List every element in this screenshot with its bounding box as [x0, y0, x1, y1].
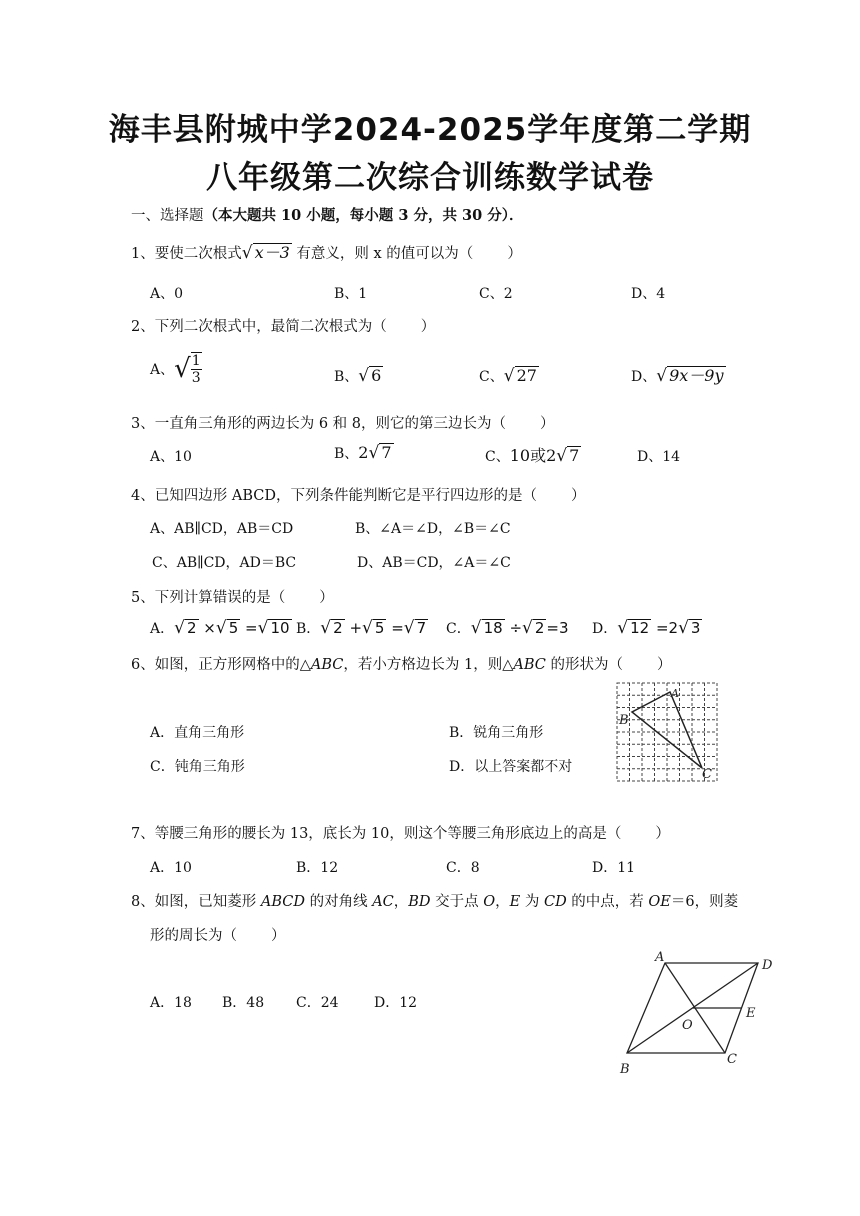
vertex-label-c: C — [702, 767, 712, 782]
question-text: 下列二次根式中，最简二次根式为（ — [154, 319, 387, 335]
radical-expression: 3 — [690, 619, 701, 637]
bracket-close: ） — [507, 246, 522, 262]
operator: × — [203, 619, 216, 637]
option-label: D、 — [637, 449, 663, 465]
bracket-close: ） — [570, 488, 586, 504]
option-value: 10或2 — [509, 446, 557, 465]
radical-expression: x－3 — [254, 243, 290, 262]
question-text: ，若小方格边长为 1，则△ — [343, 657, 514, 673]
question-4-stem — [131, 484, 585, 505]
radical-expression: 2 — [186, 619, 197, 637]
q4-option-a: A、AB∥CD，AB＝CD — [150, 521, 294, 537]
question-text: 如图，正方形网格中的△ — [154, 657, 311, 673]
radical-expression: 5 — [228, 619, 239, 637]
vertex-label-a: A — [655, 950, 665, 965]
q2-option-d: D、√ 9x－9y — [631, 366, 724, 386]
q1-option-a: A、0 — [150, 286, 184, 302]
q6-option-a: A．直角三角形 — [150, 725, 245, 741]
q2-option-c: C、√ 27 — [479, 366, 537, 386]
q7-option-c: C．8 — [446, 860, 480, 876]
q6-option-d: D．以上答案都不对 — [449, 759, 573, 775]
question-number: 1、 — [131, 246, 155, 262]
question-text: ， — [393, 894, 409, 910]
radical-expression: 12 — [630, 619, 650, 637]
question-text: 的形状为（ — [545, 657, 623, 673]
operator: = — [391, 619, 404, 637]
radical-expression: 27 — [516, 366, 537, 385]
q8-option-a: A．18 — [150, 995, 192, 1011]
q6-grid-figure — [614, 680, 720, 784]
option-value: 14 — [662, 449, 681, 465]
radical-expression: 9x－9y — [669, 366, 724, 385]
option-label: B、 — [334, 446, 359, 462]
operator: =2 — [655, 619, 679, 637]
q5-option-c: C．√ 18 ÷√ 2 =3 — [446, 618, 569, 638]
question-text: 有意义，则 x 的值可以为（ — [296, 246, 474, 262]
q1-option-c: C、2 — [479, 286, 513, 302]
question-number: 5、 — [131, 590, 155, 606]
option-label: A、 — [150, 449, 175, 465]
question-text: 形的周长为（ — [150, 928, 237, 944]
question-number: 4、 — [131, 488, 155, 504]
question-text: ＝6，则菱 — [670, 894, 739, 910]
math-symbol: OE — [648, 894, 671, 910]
exam-title-line1: 海丰县附城中学2024-2025学年度第二学期 — [108, 112, 752, 148]
math-symbol: AC — [372, 894, 394, 910]
question-number: 3 — [131, 416, 141, 432]
section-heading — [131, 204, 523, 225]
option-label: B、 — [334, 369, 359, 385]
question-text: 要使二次根式 — [154, 246, 242, 262]
vertex-label-b: B — [619, 713, 629, 728]
option-label: D． — [592, 621, 618, 637]
radical-expression: 7 — [569, 446, 580, 465]
q1-option-d: D、4 — [631, 286, 666, 302]
q2-option-a: A、√ $\frac{1}{3}$ — [150, 353, 201, 387]
math-symbol: O — [483, 894, 496, 910]
option-label: C、 — [485, 449, 510, 465]
question-text: 的对角线 — [304, 894, 373, 910]
vertex-label-d: D — [762, 958, 773, 973]
q7-option-a: A．10 — [150, 860, 192, 876]
q8-option-c: C．24 — [296, 995, 339, 1011]
option-label: D、 — [631, 369, 657, 385]
triangle-name: ABC — [513, 657, 546, 673]
section-label: 一、选择题 — [131, 208, 204, 224]
bracket-close: ） — [420, 319, 436, 335]
question-number: 8、 — [131, 894, 155, 910]
bracket-close: ） — [540, 416, 555, 432]
question-7-stem — [131, 822, 670, 843]
option-value: 10 — [174, 449, 192, 465]
question-8-stem — [131, 890, 738, 911]
radical-expression: 2 — [333, 619, 343, 637]
vertex-label-c: C — [727, 1052, 737, 1067]
q5-option-d: D．√ 12 =2√ 3 — [592, 618, 701, 638]
vertex-label-a: A — [671, 687, 679, 700]
operator: ÷ — [509, 619, 523, 637]
q3-option-a — [150, 446, 192, 466]
question-2-stem — [131, 315, 435, 336]
question-number: 6、 — [131, 657, 155, 673]
bracket-close: ） — [657, 657, 672, 673]
q3-option-b: B、2√ 7 — [334, 443, 392, 463]
q7-option-d: D．11 — [592, 860, 636, 876]
bracket-close: ） — [271, 928, 286, 944]
question-text: 已知四边形 ABCD，下列条件能判断它是平行四边形的是（ — [154, 488, 537, 504]
math-symbol: ABCD — [260, 894, 305, 910]
q4-option-b: B、∠A＝∠D，∠B＝∠C — [355, 521, 511, 537]
bracket-close: ） — [655, 826, 670, 842]
question-5-stem — [131, 586, 334, 607]
question-text: 、一直角三角形的两边长为 6 和 8，则它的第三边长为（ — [140, 416, 507, 432]
math-symbol: CD — [543, 894, 567, 910]
question-text: 为 — [520, 894, 544, 910]
exam-title-line2: 八年级第二次综合训练数学试卷 — [206, 160, 654, 196]
q6-option-c: C．钝角三角形 — [150, 759, 245, 775]
option-label: C． — [446, 621, 471, 637]
q6-option-b: B．锐角三角形 — [449, 725, 544, 741]
option-label: A、 — [150, 362, 175, 379]
option-label: A． — [150, 621, 175, 637]
question-1-stem: 1、要使二次根式√ x－3 有意义，则 x 的值可以为（ ） — [131, 243, 522, 263]
question-text: 的中点，若 — [566, 894, 649, 910]
option-label: B． — [296, 621, 321, 637]
q4-option-c: C、AB∥CD，AD＝BC — [152, 555, 297, 571]
q3-option-c: C、10或2√ 7 — [485, 446, 580, 466]
q3-option-d — [637, 446, 680, 466]
radical-expression: 2 — [534, 619, 545, 637]
section-description: （本大题共 10 小题，每小题 3 分，共 30 分）． — [203, 207, 524, 224]
bracket-close: ） — [319, 590, 334, 606]
vertex-label-e: E — [746, 1006, 756, 1021]
operator: =3 — [546, 619, 569, 637]
question-3-stem — [131, 412, 555, 433]
question-text: 下列计算错误的是（ — [154, 590, 286, 606]
radical-expression: 7 — [416, 619, 427, 637]
triangle-name: ABC — [310, 657, 344, 673]
q4-option-d: D、AB＝CD，∠A＝∠C — [357, 555, 511, 571]
operator: = — [245, 619, 258, 637]
math-symbol: BD — [408, 894, 431, 910]
q1-option-b: B、1 — [334, 286, 368, 302]
option-label: C、 — [479, 369, 504, 385]
vertex-label-o: O — [682, 1018, 693, 1033]
fraction-numerator: 1 — [191, 353, 201, 369]
fraction-denominator: 3 — [191, 370, 201, 387]
question-text: 交于点 — [430, 894, 484, 910]
question-6-stem — [131, 653, 672, 674]
math-symbol: E — [509, 894, 521, 910]
question-text: ， — [495, 894, 510, 910]
q7-option-b: B．12 — [296, 860, 339, 876]
q8-rhombus-figure — [615, 945, 780, 1080]
radical-expression: 18 — [483, 619, 503, 637]
q8-option-d: D．12 — [374, 995, 418, 1011]
radical-expression: 7 — [381, 443, 392, 462]
coefficient: 2 — [358, 443, 369, 462]
vertex-label-b: B — [620, 1062, 630, 1077]
q5-option-a: A．√ 2 ×√ 5 =√ 10 — [150, 618, 290, 638]
question-text: 如图，已知菱形 — [154, 894, 261, 910]
q8-option-b: B．48 — [222, 995, 265, 1011]
radical-expression: 10 — [270, 619, 290, 637]
question-8-stem-line2 — [150, 924, 286, 945]
question-text: 等腰三角形的腰长为 13，底长为 10，则这个等腰三角形底边上的高是（ — [154, 826, 622, 842]
question-number: 2、 — [131, 319, 155, 335]
radical-expression: 6 — [371, 366, 382, 385]
radical-expression: 5 — [374, 619, 385, 637]
q2-option-b: B、√ 6 — [334, 366, 382, 386]
operator: + — [349, 619, 363, 637]
question-number: 7、 — [131, 826, 155, 842]
q5-option-b: B．√ 2 +√ 5 =√ 7 — [296, 618, 427, 638]
